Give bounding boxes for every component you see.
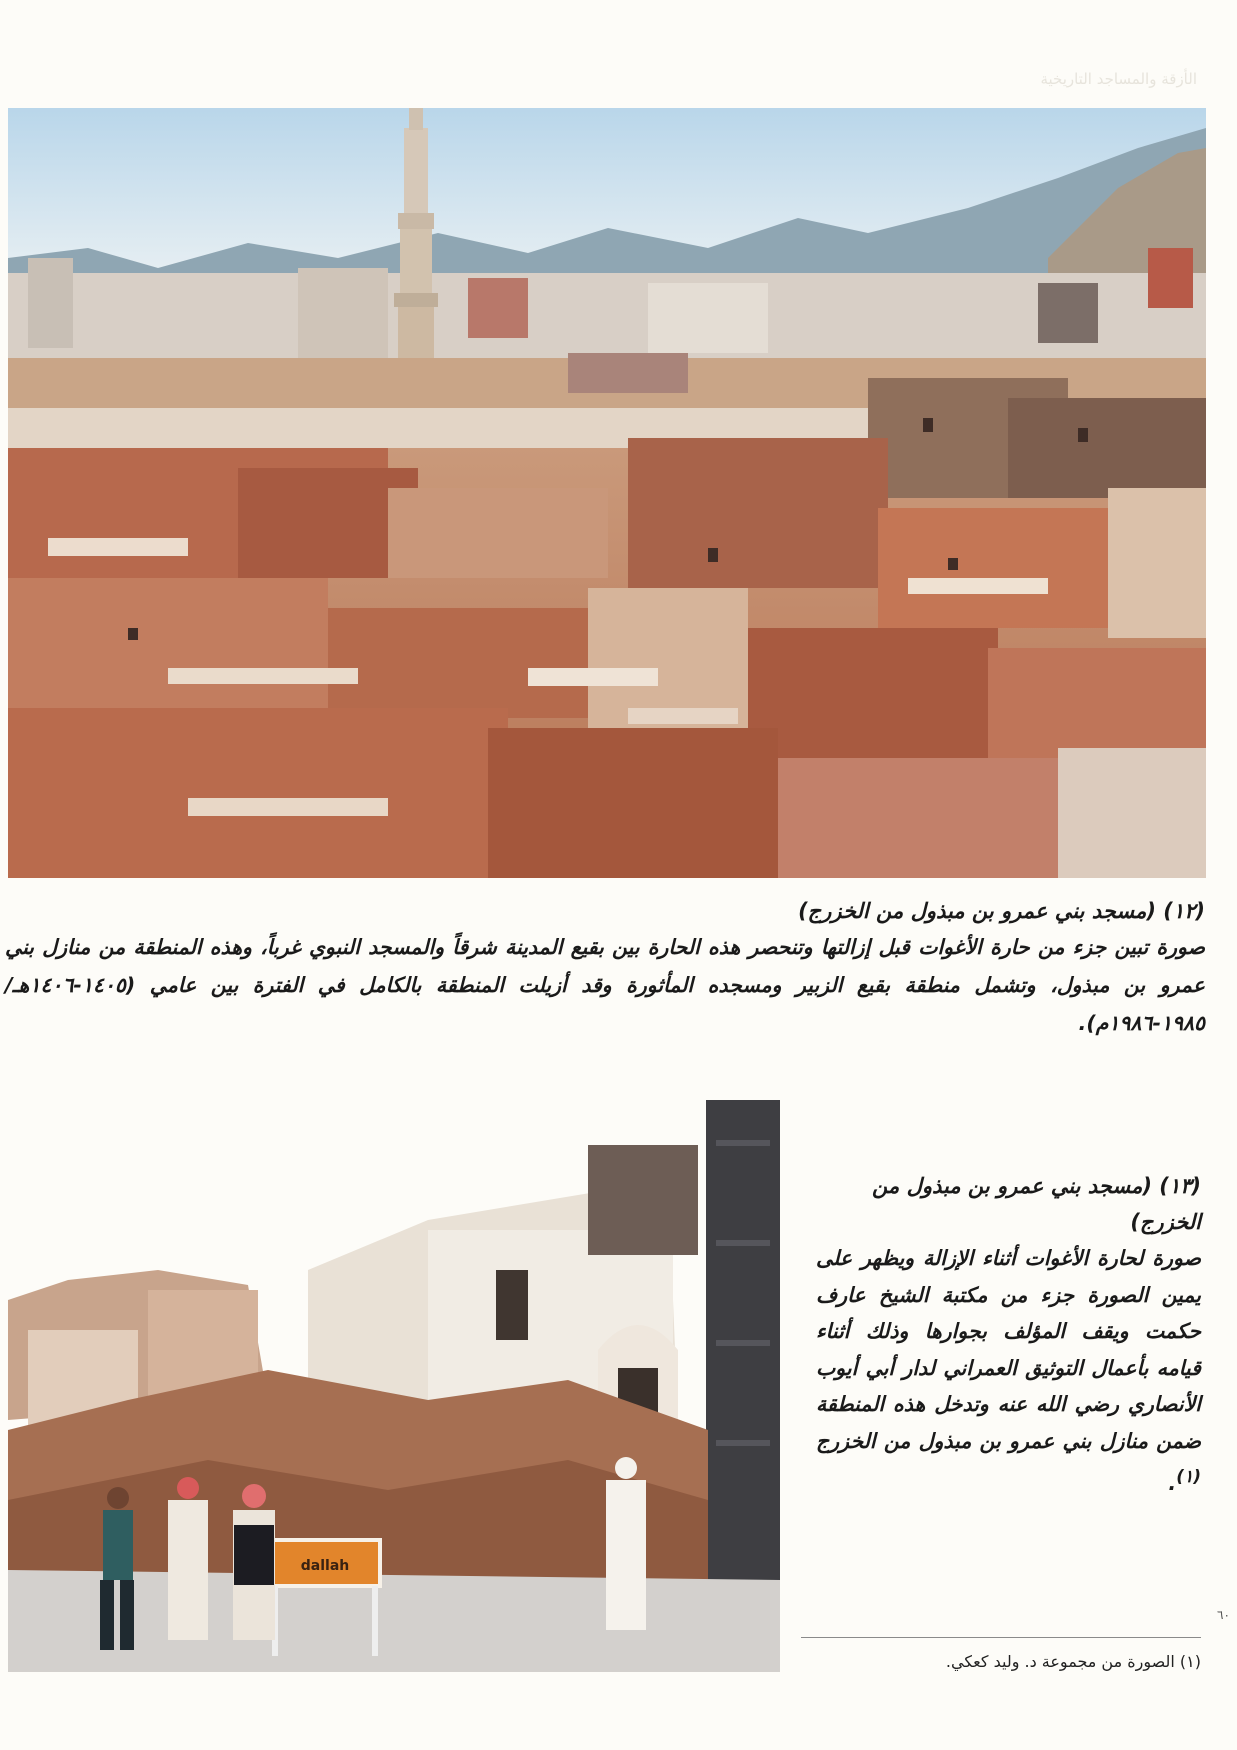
- figure-13-body: صورة لحارة الأغوات أثناء الإزالة ويظهر على يمين الصورة جزء من مكتبة الشيخ عارف حكمت ويقف المؤلف بجوارها وذلك أثناء قيامه بأعمال التوثيق العمراني لدار أبي أيوب الأنصاري رضي الله عنه وتدخل هذه المنطقة ضمن منازل بني عمرو بن مبذول من الخزرج $^{(١)}$.: [816, 1246, 1201, 1495]
- figure-12-title: (١٢) (مسجد بني عمرو بن مبذول من الخزرج): [798, 899, 1205, 923]
- photo-bottom-drawing: [8, 1100, 780, 1672]
- footnote-reference: (١): [1176, 1467, 1201, 1487]
- footnote: (١) الصورة من مجموعة د. وليد كعكي.: [945, 1652, 1201, 1671]
- running-header: الأزقة والمساجد التاريخية: [1040, 70, 1197, 88]
- side-mark: ٦٠: [1217, 1608, 1230, 1622]
- figure-12-body: صورة تبين جزء من حارة الأغوات قبل إزالتها وتنحصر هذه الحارة بين بقيع المدينة شرقاً والمسجد النبوي غرباً، وهذه المنطقة من منازل بني عمرو بن مبذول، وتشمل منطقة بقيع الزبير ومسجده المأثورة وقد أزيلت المنطقة بالكامل في الفترة بين عامي (١٤٠٥-١٤٠٦هـ/١٩٨٥-١٩٨٦م).: [5, 935, 1205, 1035]
- caption-figure-13: [816, 1168, 1201, 1501]
- construction-sign-text: dallah: [300, 1558, 350, 1574]
- caption-figure-12: [5, 896, 1205, 1042]
- figure-13-body-text: صورة لحارة الأغوات أثناء الإزالة ويظهر على يمين الصورة جزء من مكتبة الشيخ عارف حكمت ويقف المؤلف بجوارها وذلك أثناء قيامه بأعمال التوثيق العمراني لدار أبي أيوب الأنصاري رضي الله عنه وتدخل هذه المنطقة ضمن منازل بني عمرو بن مبذول من الخزرج: [816, 1246, 1201, 1453]
- footnote-divider: [801, 1637, 1201, 1638]
- photo-harat-al-aghawat-before-removal: [8, 108, 1206, 878]
- figure-13-title: (١٣) (مسجد بني عمرو بن مبذول من الخزرج): [872, 1174, 1201, 1234]
- photo-harat-al-aghawat-during-removal: [8, 1100, 780, 1672]
- photo-top-drawing: [8, 108, 1206, 878]
